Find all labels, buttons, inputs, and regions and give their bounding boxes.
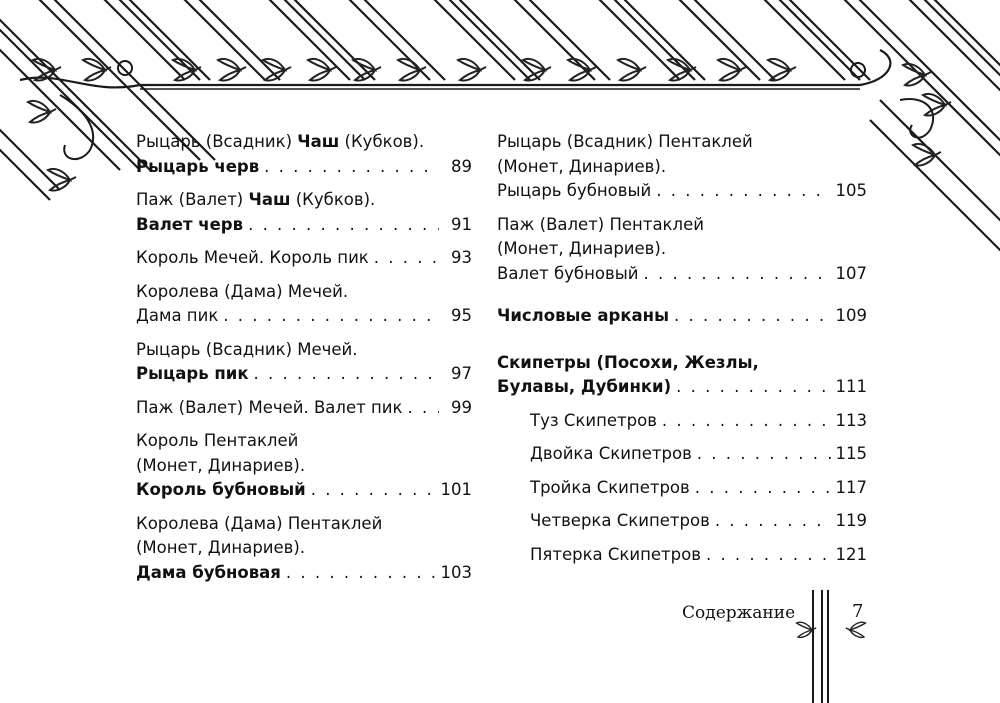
toc-text: (Монет, Динариев). <box>136 538 306 557</box>
toc-text: Паж (Валет) <box>136 190 249 209</box>
dot-leader <box>374 246 439 271</box>
toc-page-number: 121 <box>835 544 867 564</box>
toc-entry-final-line <box>136 213 472 238</box>
toc-text: Король Мечей. Король пик <box>136 248 369 267</box>
toc-entry-final-line <box>530 543 867 568</box>
toc-entry-final-line <box>136 362 472 387</box>
toc-entry[interactable] <box>497 304 867 329</box>
toc-page-number: 109 <box>835 306 867 325</box>
toc-entry-final-line <box>136 155 472 180</box>
toc-text: Рыцарь бубновый <box>497 181 652 200</box>
toc-text: Рыцарь черв <box>136 156 260 176</box>
dot-leader <box>286 561 436 586</box>
toc-page-number: 99 <box>451 397 472 417</box>
toc-entry-title-line <box>497 213 867 238</box>
toc-page-number: 117 <box>835 477 867 497</box>
toc-entry-final-line <box>530 509 867 534</box>
toc-entry[interactable] <box>136 246 472 271</box>
toc-entry-title-line <box>136 188 472 213</box>
toc-entry-title-line <box>497 130 867 155</box>
toc-text: Дама бубновая <box>136 562 281 582</box>
toc-page-number: 105 <box>835 181 867 200</box>
toc-text: (Кубков). <box>339 132 425 151</box>
toc-page-number: 113 <box>835 410 867 430</box>
toc-page-number: 89 <box>451 156 472 176</box>
dot-leader <box>656 179 830 204</box>
dot-leader <box>248 213 439 238</box>
toc-entry[interactable] <box>497 213 867 287</box>
toc-text: Королева (Дама) Мечей. <box>136 281 349 301</box>
toc-page-number: 107 <box>835 263 867 283</box>
toc-entry-title-line <box>497 237 867 262</box>
toc-text: Король Пентаклей <box>136 431 299 450</box>
toc-entry-final-line <box>136 304 472 329</box>
toc-text: Паж (Валет) Пентаклей <box>497 214 704 234</box>
toc-entry[interactable] <box>497 351 867 400</box>
toc-text: Туз Скипетров <box>530 410 657 430</box>
toc-entry-final-line <box>497 304 867 329</box>
toc-text: Чаш <box>297 132 340 151</box>
toc-text: Король бубновый <box>136 480 306 499</box>
toc-entry[interactable] <box>136 280 472 329</box>
toc-text: Булавы, Дубинки) <box>497 377 672 396</box>
toc-entry-title-line <box>136 454 472 479</box>
toc-text: Пятерка Скипетров <box>530 544 701 564</box>
toc-entry-title-line <box>136 536 472 561</box>
dot-leader <box>697 442 831 467</box>
toc-page-number: 115 <box>835 444 867 463</box>
toc-page-number: 93 <box>451 248 472 267</box>
dot-leader <box>311 478 436 503</box>
toc-text: (Кубков). <box>290 190 376 209</box>
toc-entry[interactable] <box>136 512 472 586</box>
toc-page-number: 97 <box>451 364 472 383</box>
toc-entry-title-line <box>497 351 867 376</box>
toc-text: Двойка Скипетров <box>530 444 692 463</box>
toc-entry[interactable] <box>136 188 472 237</box>
dot-leader <box>676 375 830 400</box>
toc-page-number: 101 <box>440 480 472 499</box>
toc-text: Паж (Валет) Мечей. Валет пик <box>136 397 403 417</box>
toc-entry[interactable] <box>497 543 867 568</box>
toc-entry[interactable] <box>136 429 472 503</box>
toc-entry[interactable] <box>136 338 472 387</box>
toc-page-number: 119 <box>835 511 867 530</box>
toc-entry-final-line <box>530 476 867 501</box>
toc-entry-title-line <box>136 338 472 363</box>
dot-leader <box>674 304 831 329</box>
toc-text: Рыцарь (Всадник) Мечей. <box>136 339 358 359</box>
toc-entry[interactable] <box>497 476 867 501</box>
toc-entry-final-line <box>136 246 472 271</box>
dot-leader <box>254 362 439 387</box>
dot-leader <box>407 396 439 421</box>
dot-leader <box>695 476 831 501</box>
toc-text: Скипетры (Посохи, Жезлы, <box>497 352 759 372</box>
toc-text: Четверка Скипетров <box>530 511 710 530</box>
toc-entry[interactable] <box>497 409 867 434</box>
toc-page-number: 95 <box>451 306 472 325</box>
toc-entry-title-line <box>136 280 472 305</box>
toc-text: Числовые арканы <box>497 306 669 325</box>
toc-text: Тройка Скипетров <box>530 477 690 497</box>
toc-entry[interactable] <box>136 130 472 179</box>
toc-text: Валет черв <box>136 214 244 234</box>
dot-leader <box>715 509 831 534</box>
toc-entry-title-line <box>497 155 867 180</box>
dot-leader <box>223 304 439 329</box>
toc-entry-final-line <box>136 478 472 503</box>
toc-text: Рыцарь пик <box>136 364 249 383</box>
page-number: 7 <box>852 601 864 622</box>
toc-entry[interactable] <box>136 396 472 421</box>
toc-entry-title-line <box>136 512 472 537</box>
toc-right-column <box>497 130 867 576</box>
toc-text: Рыцарь (Всадник) <box>136 132 298 151</box>
toc-text: (Монет, Динариев). <box>497 239 667 258</box>
toc-entry[interactable] <box>497 442 867 467</box>
toc-left-column <box>136 130 472 594</box>
toc-page-number: 103 <box>440 562 472 582</box>
toc-page-number: 91 <box>451 214 472 234</box>
toc-text: Дама пик <box>136 306 219 325</box>
toc-entry-final-line <box>136 561 472 586</box>
toc-entry-title-line <box>136 130 472 155</box>
toc-entry-final-line <box>530 409 867 434</box>
toc-entry-final-line <box>530 442 867 467</box>
toc-text: (Монет, Динариев). <box>136 455 306 475</box>
toc-entry[interactable] <box>497 509 867 534</box>
toc-entry-final-line <box>136 396 472 421</box>
toc-entry[interactable] <box>497 130 867 204</box>
dot-leader <box>706 543 831 568</box>
dot-leader <box>643 262 830 287</box>
running-footer-section: Содержание <box>682 603 796 623</box>
toc-text: (Монет, Динариев). <box>497 156 667 176</box>
toc-text: Королева (Дама) Пентаклей <box>136 513 383 533</box>
toc-entry-final-line <box>497 375 867 400</box>
toc-text: Рыцарь (Всадник) Пентаклей <box>497 132 753 151</box>
toc-entry-final-line <box>497 179 867 204</box>
toc-text: Чаш <box>248 190 291 209</box>
toc-entry-title-line <box>136 429 472 454</box>
toc-entry-final-line <box>497 262 867 287</box>
toc-page-number: 111 <box>835 377 867 396</box>
dot-leader <box>264 155 439 180</box>
dot-leader <box>662 409 831 434</box>
toc-text: Валет бубновый <box>497 263 639 283</box>
